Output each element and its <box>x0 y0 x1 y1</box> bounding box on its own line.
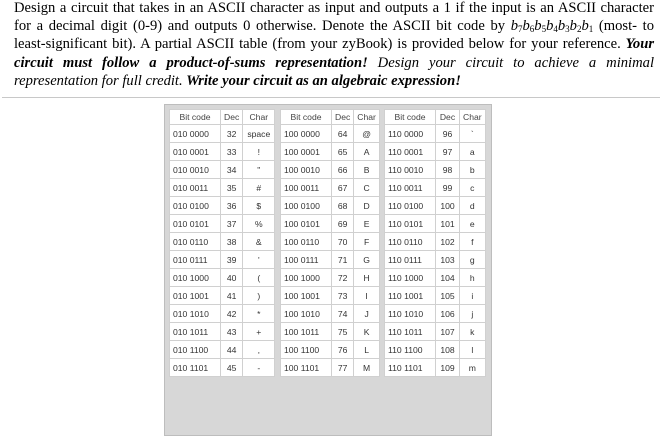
dec-cell: 109 <box>436 359 460 377</box>
bit-code-cell: 100 1000 <box>281 269 332 287</box>
table-row <box>385 359 486 377</box>
char-cell: l <box>460 341 486 359</box>
bit-code-cell: 110 0001 <box>385 143 436 161</box>
table-row <box>170 305 275 323</box>
table-row <box>281 215 380 233</box>
dec-cell: 106 <box>436 305 460 323</box>
char-cell: * <box>243 305 275 323</box>
ascii-table-32-45 <box>169 109 275 377</box>
char-cell: ` <box>460 125 486 143</box>
table-row <box>385 233 486 251</box>
char-cell: d <box>460 197 486 215</box>
char-header: Char <box>243 110 275 125</box>
dec-cell: 77 <box>332 359 354 377</box>
dec-cell: 70 <box>332 233 354 251</box>
minimal-instruction: Design your circuit to achieve a minimal representation for full credit. <box>14 54 654 89</box>
dec-cell: 34 <box>221 161 243 179</box>
bit-code-cell: 010 1000 <box>170 269 221 287</box>
dec-cell: 33 <box>221 143 243 161</box>
char-cell: D <box>354 197 380 215</box>
question-intro: Design a circuit that takes in an ASCII character as input and outputs a 1 if the input is an ASCII character for a decimal digit (0-9) and outputs 0 otherwise. Denote the ASCII bit code by <box>14 0 654 35</box>
table-row <box>281 197 380 215</box>
char-cell: m <box>460 359 486 377</box>
char-cell: M <box>354 359 380 377</box>
bit-var: b <box>510 18 518 35</box>
char-cell: # <box>243 179 275 197</box>
bit-code-cell: 100 0001 <box>281 143 332 161</box>
char-cell: k <box>460 323 486 341</box>
bit-code-cell: 010 0000 <box>170 125 221 143</box>
char-cell: H <box>354 269 380 287</box>
bit-code-cell: 010 0100 <box>170 197 221 215</box>
table-row <box>170 233 275 251</box>
char-cell: " <box>243 161 275 179</box>
char-cell: F <box>354 233 380 251</box>
bit-sub: 5 <box>541 24 547 35</box>
bit-code-cell: 010 1011 <box>170 323 221 341</box>
bit-code-cell: 110 0100 <box>385 197 436 215</box>
table-row <box>170 269 275 287</box>
table-row <box>281 341 380 359</box>
char-cell: a <box>460 143 486 161</box>
table-row <box>281 143 380 161</box>
dec-cell: 42 <box>221 305 243 323</box>
bit-var: b <box>581 18 589 35</box>
dec-cell: 98 <box>436 161 460 179</box>
dec-cell: 104 <box>436 269 460 287</box>
table-row <box>385 197 486 215</box>
bit-code-cell: 010 0001 <box>170 143 221 161</box>
table-row <box>281 233 380 251</box>
dec-cell: 69 <box>332 215 354 233</box>
table-row <box>281 251 380 269</box>
dec-cell: 40 <box>221 269 243 287</box>
table-row <box>170 143 275 161</box>
bit-code-cell: 010 0101 <box>170 215 221 233</box>
table-header-row <box>281 110 380 125</box>
bit-code-cell: 100 1011 <box>281 323 332 341</box>
dec-cell: 37 <box>221 215 243 233</box>
bit-code-cell: 100 1101 <box>281 359 332 377</box>
char-cell: e <box>460 215 486 233</box>
dec-cell: 32 <box>221 125 243 143</box>
bit-code-cell: 110 1001 <box>385 287 436 305</box>
table-row <box>385 125 486 143</box>
bit-sub: 1 <box>588 24 594 35</box>
dec-cell: 45 <box>221 359 243 377</box>
dec-cell: 66 <box>332 161 354 179</box>
bit-var: b <box>522 18 530 35</box>
dec-cell: 65 <box>332 143 354 161</box>
table-row <box>385 179 486 197</box>
table-row <box>385 251 486 269</box>
bit-sub: 6 <box>529 24 535 35</box>
dec-cell: 100 <box>436 197 460 215</box>
char-cell: I <box>354 287 380 305</box>
bit-code-cell: 010 1001 <box>170 287 221 305</box>
table-row <box>385 143 486 161</box>
bit-sub: 3 <box>565 24 570 35</box>
dec-cell: 41 <box>221 287 243 305</box>
char-cell: $ <box>243 197 275 215</box>
dec-header: Dec <box>436 110 460 125</box>
dec-cell: 75 <box>332 323 354 341</box>
dec-cell: 73 <box>332 287 354 305</box>
table-row <box>281 125 380 143</box>
dec-cell: 67 <box>332 179 354 197</box>
algebraic-instruction: Write your circuit as an algebraic expression! <box>186 72 461 89</box>
dec-cell: 107 <box>436 323 460 341</box>
dec-cell: 76 <box>332 341 354 359</box>
bit-code-cell: 100 1001 <box>281 287 332 305</box>
table-row <box>281 287 380 305</box>
table-row <box>281 179 380 197</box>
bit-code-cell: 110 0011 <box>385 179 436 197</box>
char-cell: b <box>460 161 486 179</box>
dec-cell: 108 <box>436 341 460 359</box>
bit-sub: 2 <box>576 24 582 35</box>
char-cell: , <box>243 341 275 359</box>
bit-var: b <box>534 18 542 35</box>
bit-code-cell: 100 0101 <box>281 215 332 233</box>
char-cell: i <box>460 287 486 305</box>
table-row <box>385 323 486 341</box>
table-row <box>385 305 486 323</box>
dec-cell: 68 <box>332 197 354 215</box>
bit-code-cell: 010 0110 <box>170 233 221 251</box>
bit-code-cell: 110 1100 <box>385 341 436 359</box>
question-middle: (most- to least-significant bit). A partial ASCII table (from your zyBook) is provided below for your reference. <box>14 18 654 53</box>
table-row <box>170 287 275 305</box>
pos-requirement: Your circuit must follow a product-of-sums representation! <box>14 36 654 71</box>
char-cell: - <box>243 359 275 377</box>
char-cell: f <box>460 233 486 251</box>
table-row <box>385 161 486 179</box>
bit-var: b <box>557 18 566 35</box>
table-header-row <box>385 110 486 125</box>
bit-sub: 7 <box>517 24 523 35</box>
char-header: Char <box>354 110 380 125</box>
table-row <box>281 269 380 287</box>
divider-line <box>2 97 660 98</box>
char-cell: & <box>243 233 275 251</box>
bit-code-cell: 010 0011 <box>170 179 221 197</box>
bit-code-cell: 110 1010 <box>385 305 436 323</box>
table-row <box>385 341 486 359</box>
char-cell: L <box>354 341 380 359</box>
char-cell: ) <box>243 287 275 305</box>
bit-var: b <box>569 18 577 35</box>
bit-code-header: Bit code <box>281 110 332 125</box>
char-cell: K <box>354 323 380 341</box>
bit-code-vars <box>511 18 594 34</box>
dec-cell: 38 <box>221 233 243 251</box>
bit-code-cell: 100 0111 <box>281 251 332 269</box>
char-cell: ' <box>243 251 275 269</box>
dec-cell: 96 <box>436 125 460 143</box>
table-row <box>385 269 486 287</box>
table-row <box>281 323 380 341</box>
table-row <box>170 215 275 233</box>
bit-code-cell: 100 0010 <box>281 161 332 179</box>
bit-code-cell: 110 0111 <box>385 251 436 269</box>
bit-var: b <box>546 18 554 35</box>
table-row <box>170 359 275 377</box>
ascii-table-96-109 <box>384 109 486 377</box>
bit-code-cell: 100 0011 <box>281 179 332 197</box>
dec-header: Dec <box>221 110 243 125</box>
dec-cell: 97 <box>436 143 460 161</box>
char-cell: ! <box>243 143 275 161</box>
bit-code-header: Bit code <box>170 110 221 125</box>
table-header-row <box>170 110 275 125</box>
table-row <box>170 197 275 215</box>
bit-code-cell: 010 1100 <box>170 341 221 359</box>
table-row <box>385 215 486 233</box>
bit-code-cell: 100 0110 <box>281 233 332 251</box>
bit-code-cell: 010 1101 <box>170 359 221 377</box>
table-row <box>170 323 275 341</box>
dec-cell: 102 <box>436 233 460 251</box>
char-cell: j <box>460 305 486 323</box>
char-cell: C <box>354 179 380 197</box>
bit-code-cell: 110 0000 <box>385 125 436 143</box>
bit-code-cell: 010 1010 <box>170 305 221 323</box>
bit-code-cell: 100 1100 <box>281 341 332 359</box>
char-cell: J <box>354 305 380 323</box>
table-row <box>170 125 275 143</box>
dec-cell: 101 <box>436 215 460 233</box>
char-cell: B <box>354 161 380 179</box>
char-cell: % <box>243 215 275 233</box>
char-cell: h <box>460 269 486 287</box>
dec-cell: 36 <box>221 197 243 215</box>
dec-cell: 71 <box>332 251 354 269</box>
table-row <box>281 305 380 323</box>
bit-sub: 4 <box>553 24 558 35</box>
bit-code-cell: 010 0010 <box>170 161 221 179</box>
char-cell: g <box>460 251 486 269</box>
dec-cell: 103 <box>436 251 460 269</box>
dec-cell: 105 <box>436 287 460 305</box>
table-row <box>170 341 275 359</box>
table-row <box>385 287 486 305</box>
bit-code-cell: 110 0010 <box>385 161 436 179</box>
ascii-table-64-77 <box>280 109 380 377</box>
table-row <box>281 161 380 179</box>
dec-cell: 44 <box>221 341 243 359</box>
char-cell: + <box>243 323 275 341</box>
table-row <box>170 251 275 269</box>
char-cell: c <box>460 179 486 197</box>
table-row <box>281 359 380 377</box>
bit-code-cell: 110 0110 <box>385 233 436 251</box>
char-cell: G <box>354 251 380 269</box>
bit-code-cell: 100 1010 <box>281 305 332 323</box>
table-row <box>170 179 275 197</box>
dec-cell: 35 <box>221 179 243 197</box>
char-cell: space <box>243 125 275 143</box>
table-row <box>170 161 275 179</box>
char-cell: A <box>354 143 380 161</box>
char-cell: E <box>354 215 380 233</box>
dec-header: Dec <box>332 110 354 125</box>
char-header: Char <box>460 110 486 125</box>
dec-cell: 43 <box>221 323 243 341</box>
bit-code-cell: 110 1101 <box>385 359 436 377</box>
dec-cell: 99 <box>436 179 460 197</box>
bit-code-cell: 110 1011 <box>385 323 436 341</box>
bit-code-cell: 100 0100 <box>281 197 332 215</box>
dec-cell: 74 <box>332 305 354 323</box>
bit-code-cell: 100 0000 <box>281 125 332 143</box>
bit-code-cell: 110 0101 <box>385 215 436 233</box>
bit-code-header: Bit code <box>385 110 436 125</box>
dec-cell: 72 <box>332 269 354 287</box>
char-cell: @ <box>354 125 380 143</box>
dec-cell: 39 <box>221 251 243 269</box>
bit-code-cell: 010 0111 <box>170 251 221 269</box>
dec-cell: 64 <box>332 125 354 143</box>
char-cell: ( <box>243 269 275 287</box>
question-text <box>14 0 654 90</box>
bit-code-cell: 110 1000 <box>385 269 436 287</box>
